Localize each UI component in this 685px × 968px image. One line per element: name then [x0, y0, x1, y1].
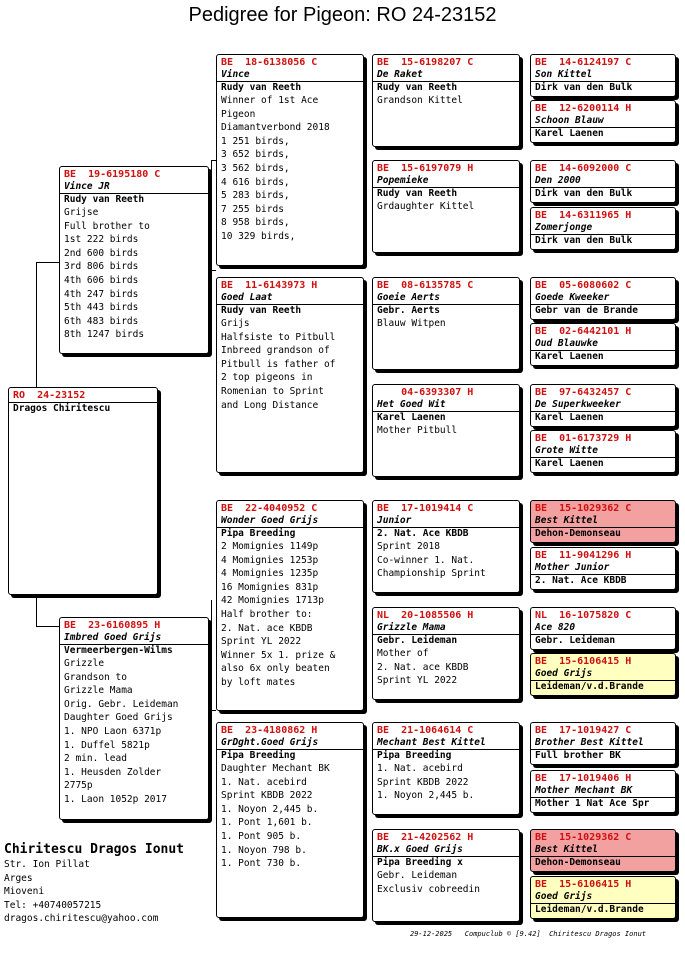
- breeder: Gebr van de Brande: [535, 305, 638, 316]
- breeder: Rudy van Reeth: [221, 82, 302, 93]
- gen5-card[interactable]: [530, 384, 676, 427]
- info-line: 4 616 birds,: [221, 176, 290, 188]
- pigeon-name: Brother Best Kittel: [531, 737, 675, 750]
- info-line: 6th 483 birds: [64, 315, 139, 327]
- info-line: 1st 222 birds: [64, 234, 139, 246]
- info-line: 1. Heusden Zolder: [64, 766, 162, 778]
- pigeon-name: Mother Mechant BK: [531, 785, 675, 798]
- info-line: 2 top pigeons in: [221, 372, 313, 384]
- pigeon-info: [373, 94, 519, 108]
- gen4-card[interactable]: [372, 607, 520, 700]
- sire-card[interactable]: [59, 166, 209, 354]
- info-line: 8 958 birds,: [221, 217, 290, 229]
- breeder: Pipa Breeding x: [377, 857, 463, 868]
- pigeon-info: [217, 317, 363, 412]
- info-line: Pitbull is father of: [221, 358, 336, 370]
- pigeon-name: Imbred Goed Grijs: [60, 632, 208, 645]
- pigeon-name: De Raket: [373, 69, 519, 82]
- ring-number: BE 19-6195180 C: [64, 169, 161, 180]
- breeder: Leideman/v.d.Brande: [535, 904, 644, 915]
- ring-number: BE 15-1029362 C: [535, 832, 632, 843]
- pigeon-name: Goeie Aerts: [373, 292, 519, 305]
- info-line: 7 255 birds: [221, 203, 284, 215]
- info-line: 8th 1247 birds: [64, 329, 145, 341]
- info-line: Grijse: [64, 207, 99, 218]
- pigeon-info: [60, 206, 208, 342]
- gen5-card[interactable]: [530, 430, 676, 473]
- info-line: Grijs: [221, 318, 250, 329]
- info-line: Romenian to Sprint: [221, 385, 324, 397]
- ring-number: BE 17-1019406 H: [535, 773, 632, 784]
- info-line: 2775p: [64, 780, 93, 792]
- pigeon-info: [60, 657, 208, 807]
- gen5-card[interactable]: [530, 277, 676, 320]
- pigeon-name: Mechant Best Kittel: [373, 737, 519, 750]
- info-line: Winner of 1st Ace: [221, 95, 319, 106]
- sire-sire-card[interactable]: [216, 54, 364, 266]
- breeder: Rudy van Reeth: [377, 188, 458, 199]
- info-line: Orig. Gebr. Leideman: [64, 698, 179, 710]
- pigeon-name: GrDght.Goed Grijs: [217, 737, 363, 750]
- pigeon-name: Den 2000: [531, 175, 675, 188]
- ring-number: BE 22-4040952 C: [221, 503, 318, 514]
- dam-dam-card[interactable]: [216, 722, 364, 918]
- ring-number: BE 21-4202562 H: [377, 832, 474, 843]
- info-line: Halfsiste to Pitbull: [221, 331, 336, 343]
- pigeon-name: Goed Laat: [217, 292, 363, 305]
- pigeon-name: Vince JR: [60, 181, 208, 194]
- info-line: 4th 247 birds: [64, 288, 139, 300]
- breeder: Full brother BK: [535, 750, 621, 761]
- gen5-card[interactable]: [530, 547, 676, 590]
- info-line: Daughter Mechant BK: [221, 763, 330, 774]
- sire-dam-card[interactable]: [216, 277, 364, 473]
- pigeon-info: [217, 540, 363, 690]
- dam-card[interactable]: [59, 617, 209, 820]
- info-line: Winner 5x 1. prize &: [221, 649, 336, 661]
- info-line: 1. Pont 905 b.: [221, 830, 302, 842]
- info-line: by loft mates: [221, 676, 296, 688]
- gen5-card[interactable]: [530, 876, 676, 919]
- info-line: and Long Distance: [221, 399, 319, 411]
- info-line: 1. Laon 1052p 2017: [64, 793, 167, 805]
- ring-number: BE 14-6092000 C: [535, 163, 632, 174]
- info-line: Grandson to: [64, 671, 127, 683]
- owner-phone: Tel: +40740057215: [4, 899, 102, 911]
- ring-number: BE 01-6173729 H: [535, 433, 632, 444]
- breeder: Dirk van den Bulk: [535, 188, 633, 199]
- gen4-card[interactable]: [372, 829, 520, 922]
- pigeon-name: Popemieke: [373, 175, 519, 188]
- info-line: Sprint KBDB 2022: [221, 790, 313, 802]
- info-line: 1. Noyon 2,445 b.: [221, 803, 319, 815]
- info-line: 1. Pont 730 b.: [221, 858, 302, 870]
- info-line: 10 329 birds,: [221, 230, 296, 242]
- info-line: 16 Momignies 831p: [221, 581, 319, 593]
- info-line: 5th 443 birds: [64, 302, 139, 314]
- gen5-card[interactable]: [530, 323, 676, 366]
- owner-address-line: Str. Ion Pillat: [4, 859, 90, 870]
- info-line: 1. Duffel 5821p: [64, 739, 150, 751]
- breeder: Dirk van den Bulk: [535, 82, 633, 93]
- connector: [211, 710, 216, 711]
- pigeon-info: [373, 540, 519, 581]
- ring-number: RO 24-23152: [13, 390, 86, 401]
- pigeon-name: Schoon Blauw: [531, 115, 675, 128]
- breeder: Karel Laenen: [535, 412, 604, 423]
- info-line: 3 562 birds,: [221, 162, 290, 174]
- pigeon-name: Goede Kweeker: [531, 292, 675, 305]
- connector: [211, 600, 212, 710]
- info-line: Exclusiv cobreedin: [377, 883, 480, 895]
- ring-number: 04-6393307 H: [377, 387, 474, 398]
- breeder: Leideman/v.d.Brande: [535, 681, 644, 692]
- pigeon-info: [373, 762, 519, 803]
- breeder: Dirk van den Bulk: [535, 235, 633, 246]
- info-line: Mother of: [377, 648, 429, 659]
- pigeon-info: [373, 200, 519, 214]
- ring-number: BE 15-6198207 C: [377, 57, 474, 68]
- info-line: 4th 606 birds: [64, 274, 139, 286]
- ring-number: BE 23-6160895 H: [64, 620, 161, 631]
- subject-card[interactable]: [8, 387, 158, 595]
- ring-number: BE 17-1019427 C: [535, 725, 632, 736]
- info-line: also 6x only beaten: [221, 663, 330, 675]
- gen5-card[interactable]: [530, 100, 676, 143]
- page-title: Pedigree for Pigeon: RO 24-23152: [188, 4, 497, 26]
- info-line: Grandson Kittel: [377, 95, 463, 106]
- connector: [36, 262, 60, 263]
- info-line: 1. Nat. acebird: [221, 776, 307, 788]
- info-line: Gebr. Leideman: [377, 870, 458, 881]
- breeder: Pipa Breeding: [221, 528, 296, 539]
- pigeon-name: Het Goed Wit: [373, 399, 519, 412]
- ring-number: BE 23-4180862 H: [221, 725, 318, 736]
- info-line: Sprint KBDB 2022: [377, 776, 469, 788]
- connector: [36, 262, 37, 390]
- gen5-card[interactable]: [530, 770, 676, 813]
- gen4-card[interactable]: [372, 384, 520, 477]
- gen4-card[interactable]: [372, 54, 520, 147]
- gen4-card[interactable]: [372, 160, 520, 253]
- breeder: Pipa Breeding: [377, 750, 452, 761]
- ring-number: BE 02-6442101 H: [535, 326, 632, 337]
- gen5-card[interactable]: [530, 500, 676, 543]
- pigeon-name: Best Kittel: [531, 515, 675, 528]
- ring-number: BE 08-6135785 C: [377, 280, 474, 291]
- pigeon-name: Ace 820: [531, 622, 675, 635]
- breeder: Dehon-Demonseau: [535, 857, 621, 868]
- breeder: Gebr. Leideman: [535, 635, 616, 646]
- gen4-card[interactable]: [372, 277, 520, 370]
- pigeon-name: Goed Grijs: [531, 668, 675, 681]
- breeder: Dehon-Demonseau: [535, 528, 621, 539]
- ring-number: NL 20-1085506 H: [377, 610, 474, 621]
- pigeon-info: [217, 762, 363, 871]
- ring-number: BE 05-6080602 C: [535, 280, 632, 291]
- info-line: 4 Momignies 1253p: [221, 554, 319, 566]
- pigeon-info: [373, 317, 519, 331]
- breeder: 2. Nat. Ace KBDB: [377, 528, 469, 539]
- breeder: Mother 1 Nat Ace Spr: [535, 798, 650, 809]
- info-line: Sprint YL 2022: [221, 636, 302, 648]
- owner-email: dragos.chiritescu@yahoo.com: [4, 913, 159, 924]
- breeder: Dragos Chiritescu: [13, 403, 111, 414]
- info-line: Daughter Goed Grijs: [64, 712, 173, 724]
- ring-number: BE 14-6124197 C: [535, 57, 632, 68]
- pigeon-name: De Superkweeker: [531, 399, 675, 412]
- pigeon-name: Son Kittel: [531, 69, 675, 82]
- ring-number: BE 14-6311965 H: [535, 210, 632, 221]
- ring-number: BE 11-9041296 H: [535, 550, 632, 561]
- pigeon-name: Vince: [217, 69, 363, 82]
- breeder: Karel Laenen: [377, 412, 446, 423]
- breeder: Gebr. Aerts: [377, 305, 440, 316]
- connector: [36, 626, 60, 627]
- info-line: 3rd 806 birds: [64, 261, 139, 273]
- breeder: Karel Laenen: [535, 351, 604, 362]
- info-line: Mother Pitbull: [377, 425, 458, 436]
- connector: [211, 270, 216, 271]
- owner-address-line: Arges: [4, 872, 33, 884]
- info-line: 1. NPO Laon 6371p: [64, 725, 162, 737]
- gen4-card[interactable]: [372, 500, 520, 593]
- connector: [211, 160, 212, 270]
- info-line: Sprint YL 2022: [377, 675, 458, 687]
- info-line: 2 min. lead: [64, 753, 127, 765]
- info-line: Full brother to: [64, 220, 150, 232]
- breeder: Karel Laenen: [535, 458, 604, 469]
- pigeon-name: Grizzle Mama: [373, 622, 519, 635]
- gen5-card[interactable]: [530, 653, 676, 696]
- info-line: 1. Noyon 798 b.: [221, 844, 307, 856]
- breeder: Pipa Breeding: [221, 750, 296, 761]
- info-line: Co-winner 1. Nat.: [377, 554, 475, 566]
- pigeon-info: [373, 869, 519, 896]
- info-line: 1 251 birds,: [221, 135, 290, 147]
- info-line: 1. Noyon 2,445 b.: [377, 790, 475, 802]
- info-line: Blauw Witpen: [377, 318, 446, 329]
- pigeon-name: Mother Junior: [531, 562, 675, 575]
- info-line: Inbreed grandson of: [221, 345, 330, 357]
- pigeon-name: Grote Witte: [531, 445, 675, 458]
- ring-number: BE 97-6432457 C: [535, 387, 632, 398]
- ring-number: BE 15-6106415 H: [535, 656, 632, 667]
- info-line: 3 652 birds,: [221, 149, 290, 161]
- pigeon-info: [217, 94, 363, 244]
- pigeon-name: Goed Grijs: [531, 891, 675, 904]
- info-line: 2. Nat. ace KBDB: [377, 661, 469, 673]
- info-line: 2. Nat. ace KBDB: [221, 622, 313, 634]
- footer-text: 29-12-2025 Compuclub © [9.42] Chiritescu Dragos Ionut: [410, 930, 647, 938]
- ring-number: BE 15-6197079 H: [377, 163, 474, 174]
- pigeon-info: [373, 424, 519, 438]
- info-line: 5 283 birds,: [221, 190, 290, 202]
- info-line: 1. Nat. acebird: [377, 763, 463, 774]
- gen4-card[interactable]: [372, 722, 520, 815]
- breeder: Vermeerbergen-Wilms: [64, 645, 173, 656]
- breeder: Rudy van Reeth: [221, 305, 302, 316]
- info-line: 2nd 600 birds: [64, 247, 139, 259]
- ring-number: NL 16-1075820 C: [535, 610, 632, 621]
- connector: [36, 592, 37, 626]
- info-line: Grdaughter Kittel: [377, 201, 475, 212]
- ring-number: BE 15-6106415 H: [535, 879, 632, 890]
- info-line: 4 Momignies 1235p: [221, 568, 319, 580]
- gen5-card[interactable]: [530, 207, 676, 250]
- ring-number: BE 21-1064614 C: [377, 725, 474, 736]
- gen5-card[interactable]: [530, 829, 676, 872]
- info-line: 1. Pont 1,601 b.: [221, 817, 313, 829]
- pigeon-name: Junior: [373, 515, 519, 528]
- info-line: 2 Momignies 1149p: [221, 541, 319, 552]
- ring-number: BE 18-6138056 C: [221, 57, 318, 68]
- info-line: Diamantverbond 2018: [221, 122, 330, 134]
- ring-number: BE 17-1019414 C: [377, 503, 474, 514]
- owner-block: [4, 842, 184, 926]
- pigeon-name: Wonder Goed Grijs: [217, 515, 363, 528]
- gen5-card[interactable]: [530, 54, 676, 97]
- breeder: 2. Nat. Ace KBDB: [535, 575, 627, 586]
- pigeon-name: Best Kittel: [531, 844, 675, 857]
- info-line: Pigeon: [221, 108, 256, 120]
- breeder: Gebr. Leideman: [377, 635, 458, 646]
- breeder: Karel Laenen: [535, 128, 604, 139]
- info-line: Sprint 2018: [377, 541, 440, 552]
- gen5-card[interactable]: [530, 607, 676, 650]
- pigeon-info: [373, 647, 519, 688]
- pigeon-name: Oud Blauwke: [531, 338, 675, 351]
- owner-address-line: Mioveni: [4, 886, 45, 897]
- gen5-card[interactable]: [530, 160, 676, 203]
- info-line: Half brother to:: [221, 608, 313, 620]
- ring-number: BE 11-6143973 H: [221, 280, 318, 291]
- ring-number: BE 15-1029362 C: [535, 503, 632, 514]
- info-line: 42 Momignies 1713p: [221, 595, 324, 607]
- pigeon-name: BK.x Goed Grijs: [373, 844, 519, 857]
- breeder: Rudy van Reeth: [64, 194, 145, 205]
- owner-name: Chiritescu Dragos Ionut: [4, 842, 185, 857]
- info-line: Grizzle: [64, 658, 105, 669]
- breeder: Rudy van Reeth: [377, 82, 458, 93]
- gen5-card[interactable]: [530, 722, 676, 765]
- info-line: Championship Sprint: [377, 568, 486, 580]
- info-line: Grizzle Mama: [64, 685, 133, 697]
- ring-number: BE 12-6200114 H: [535, 103, 632, 114]
- pigeon-name: Zomerjonge: [531, 222, 675, 235]
- dam-sire-card[interactable]: [216, 500, 364, 711]
